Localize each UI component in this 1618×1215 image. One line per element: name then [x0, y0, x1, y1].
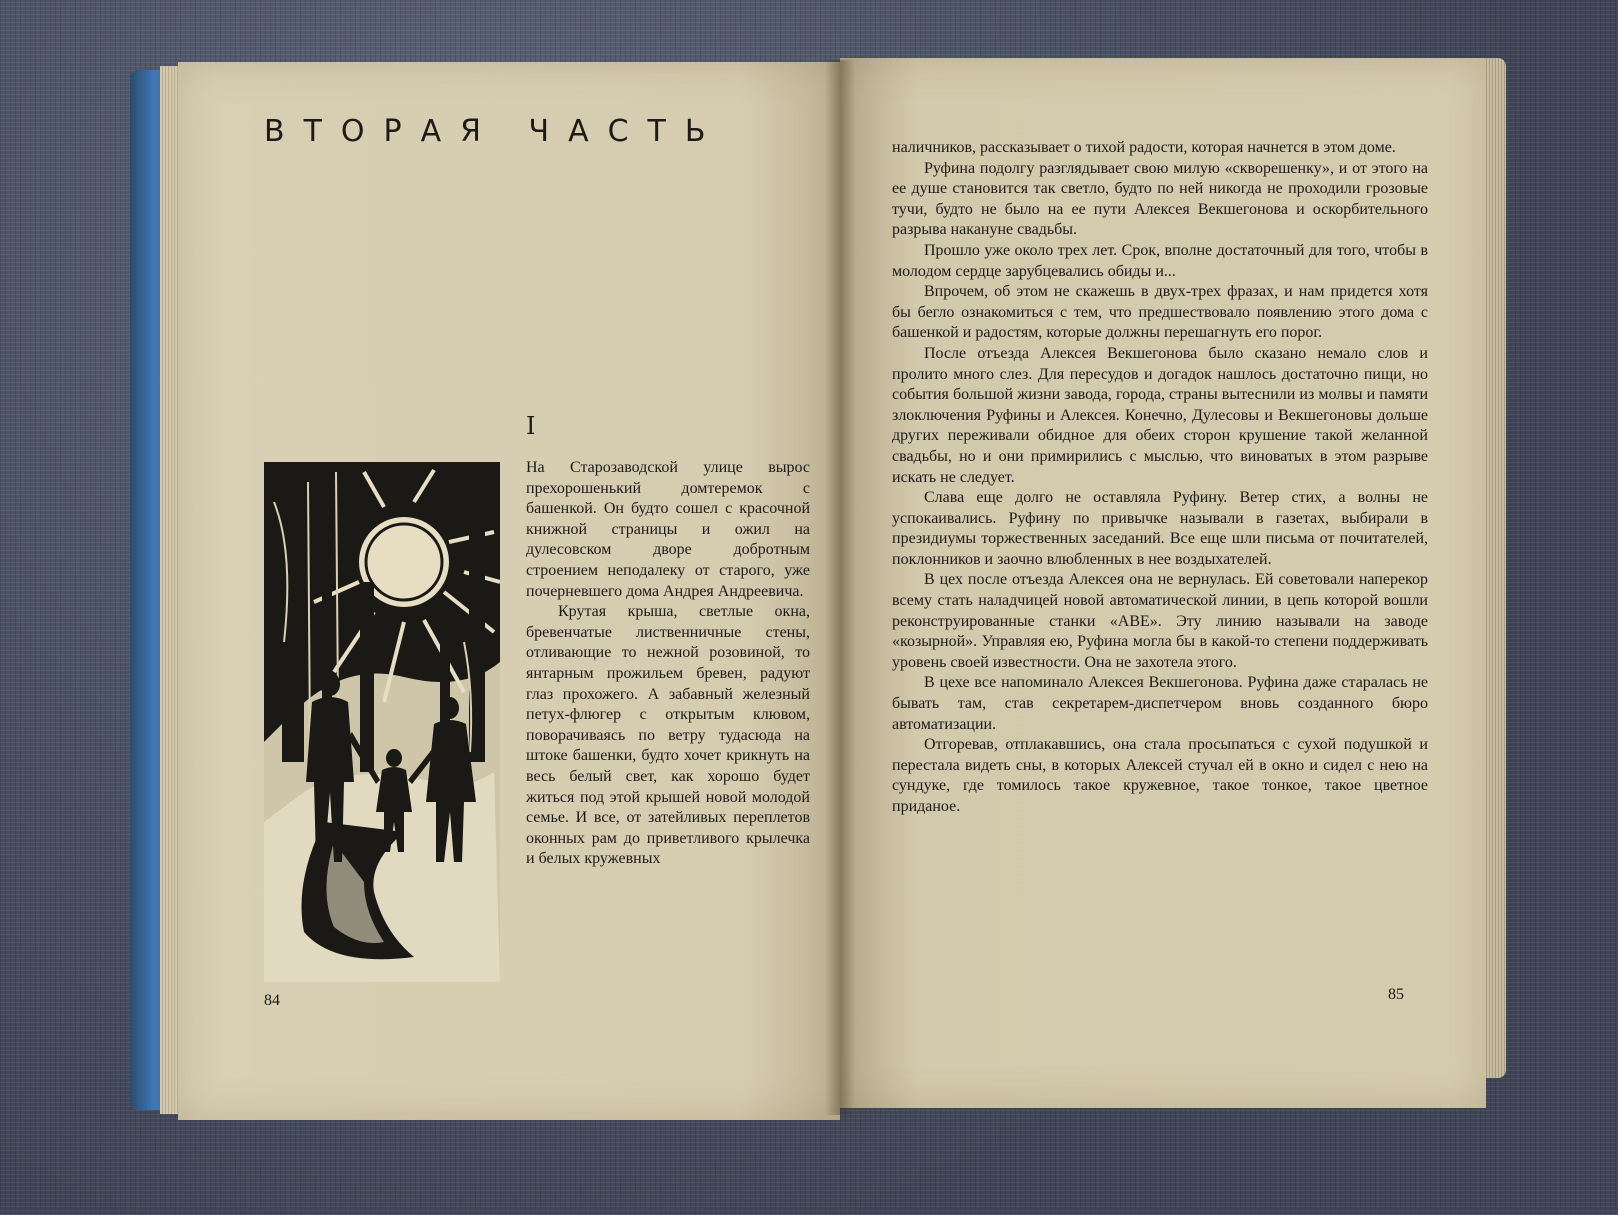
paragraph: На Старозаводской улице вырос прехорошенький домтеремок с башенкой. Он будто сошел с красочной книжной страницы и ожил на дулесовском дворе добротным строением неподалеку от старого, уже почерневшего дома Андрея Андреевича. [526, 459, 810, 600]
right-page [840, 58, 1486, 1108]
paragraph: Руфина подолгу разглядывает свою милую «скворешенку», и от этого на ее душе становится так светло, будто по ней никогда не проходили грозовые тучи, будто не было на ее пути Алексея Векшегонова и оскорбительного разрыва накануне свадьбы. [892, 159, 1428, 239]
part-title: ВТОРАЯ ЧАСТЬ [264, 114, 725, 149]
paragraph: Впрочем, об этом не скажешь в двух-трех фразах, и нам придется хотя бы бегло ознакомиться с тем, что предшествовало появлению этого дома с башенкой и радостям, которые должны перешагнуть его порог. [892, 283, 1428, 342]
paragraph: Отгоревав, отплакавшись, она стала просыпаться с сухой подушкой и перестала видеть сны, в которых Алексей стучал ей в окно и сидел с нею на сундуке, где томилось такое кружевное, такое тонкое, такое цветное приданое. [892, 736, 1428, 815]
left-page-body-text [526, 458, 810, 870]
paragraph: В цех после отъезда Алексея она не вернулась. Ей советовали наперекор всему стать наладчицей новой автоматической линии, в цепь которой вошли реконструированные станки «АВЕ». Эту линию называли на заводе «козырной». Управляя ею, Руфина могла бы в какой-то степени поддерживать уровень своей известности. Она не захотела этого. [892, 571, 1428, 671]
paragraph: наличников, рассказывает о тихой радости, которая начнется в этом доме. [892, 139, 1396, 156]
paragraph: После отъезда Алексея Векшегонова было сказано немало слов и пролито много слез. Для пересудов и догадок нашлось достаточно пищи, но события большой жизни завода, города, страны вытеснили из молвы и памяти злоключения Руфины и Алексея. Конечно, Дулесовы и Векшегоновы дольше других переживали обидное для обеих сторон крушение такой желанной свадьбы, но и они примирились с мыслью, что виноватых в этом разрыве искать не следует. [892, 344, 1428, 486]
left-page [178, 62, 840, 1120]
paragraph: В цехе все напоминало Алексея Векшегонова. Руфина даже старалась не бывать там, став секретарем-диспетчером вновь созданного бюро автоматизации. [892, 674, 1428, 733]
right-page-body-text [892, 138, 1428, 818]
page-number-right: 85 [1388, 986, 1404, 1003]
paragraph: Крутая крыша, светлые окна, бревенчатые лиственничные стены, отливающие то нежной розовиной, то янтарным прожильем бревен, радуют глаз прохожего. А забавный железный петух-флюгер с открытым клювом, поворачиваясь по ветру тудасюда на штоке башенки, будто хочет крикнуть на весь белый свет, как хорошо будет житься под этой крышей новой молодой семье. И все, от затейливых переплетов оконных рам до приветливого крылечка и белых кружевных [526, 603, 810, 868]
paragraph: Прошло уже около трех лет. Срок, вполне достаточный для того, чтобы в молодом сердце зарубцевались обиды и... [892, 241, 1428, 280]
page-number-left: 84 [264, 992, 280, 1009]
chapter-number: I [526, 412, 536, 440]
paragraph: Слава еще долго не оставляла Руфину. Ветер стих, а волны не успокаивались. Руфину по привычке называли в газетах, выбирали в президиумы торжественных заседаний. Все еще шли письма от почитателей, поклонников и заочно влюбленных в нее воздыхателей. [892, 489, 1428, 568]
book-gutter [825, 60, 855, 1115]
woodcut-illustration [264, 462, 500, 982]
